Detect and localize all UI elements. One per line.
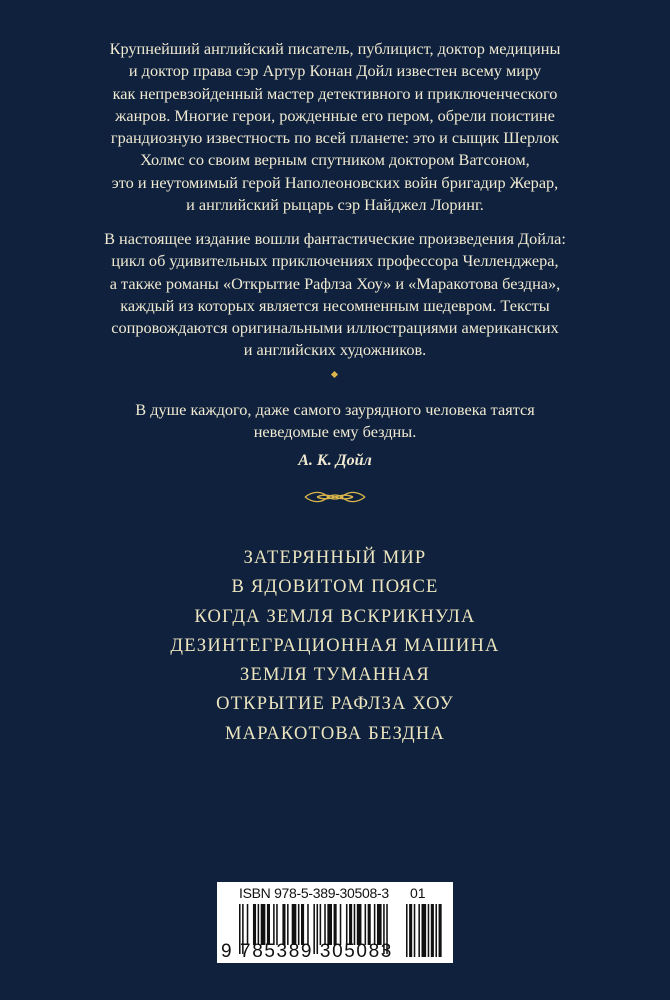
text-line: как непревзойденный мастер детективного и приключенческого <box>112 83 558 103</box>
contents-item: ЗАТЕРЯННЫЙ МИР <box>243 548 427 568</box>
isbn-number: ISBN 978-5-389-30508-3 <box>239 885 389 901</box>
text-line: каждый из которых является несомненным шедевром. Тексты <box>120 295 550 315</box>
barcode-bar <box>422 904 427 957</box>
barcode-bar <box>435 904 437 957</box>
barcode-bar <box>368 904 371 945</box>
text-line: В душе каждого, даже самого заурядного человека таятся <box>135 400 535 419</box>
contents-item: МАРАКОТОВА БЕЗДНА <box>225 723 445 744</box>
text-line: и английский рыцарь сэр Найджел Лоринг. <box>186 195 484 215</box>
barcode-bar <box>292 904 297 945</box>
barcode-bar <box>374 904 376 945</box>
text-line: неведомые ему бездны. <box>253 422 417 442</box>
barcode-bar <box>357 904 362 945</box>
epigraph-quote <box>40 399 630 444</box>
barcode-bar <box>287 904 289 945</box>
barcode-bar <box>414 904 416 957</box>
barcode-bar <box>439 904 442 957</box>
text-line: и доктор права сэр Артур Конан Дойл известен всему миру <box>128 61 542 81</box>
barcode-bar <box>409 904 412 957</box>
barcode-bar <box>273 904 275 945</box>
flourish-ornament-icon <box>303 489 367 505</box>
text-line: Крупнейший английский писатель, публицист, доктор медицины <box>109 39 561 58</box>
barcode-bar <box>276 904 278 945</box>
barcode-bar <box>327 904 332 945</box>
barcode-bar <box>307 904 309 945</box>
barcode-bar <box>346 904 348 945</box>
text-line: Холмс со своим верным спутником доктором Ватсоном, <box>140 150 530 170</box>
description-paragraph-2 <box>40 228 630 362</box>
barcode-bar <box>431 904 434 957</box>
isbn-barcode <box>217 882 453 963</box>
text-line: жанров. Многие герои, рожденные его пером, обрели поистине <box>115 105 555 125</box>
diamond-ornament-icon <box>331 371 338 378</box>
contents-item: ДЕЗИНТЕГРАЦИОННАЯ МАШИНА <box>170 635 500 656</box>
contents-item: ОТКРЫТИЕ РАФЛЗА ХОУ <box>216 694 454 715</box>
ean-number: 9 785389 305083 <box>221 941 393 962</box>
text-line: цикл об удивительных приключениях профессора Челленджера, <box>111 251 559 271</box>
contents-item: ЗЕМЛЯ ТУМАННАЯ <box>240 665 430 686</box>
barcode-bar <box>320 904 322 945</box>
barcode-bar <box>340 904 342 945</box>
barcode-bar <box>267 904 270 945</box>
barcode-bar <box>298 904 300 945</box>
barcode-bar <box>365 904 367 945</box>
contents-item: КОГДА ЗЕМЛЯ ВСКРИКНУЛА <box>194 606 476 627</box>
text-line: и английских художников. <box>243 340 427 360</box>
description-paragraph-1 <box>40 38 630 216</box>
barcode-bar <box>428 904 430 957</box>
barcode-addon: 01 <box>410 885 426 901</box>
barcode-bar <box>418 904 420 957</box>
barcode-bar <box>247 904 249 945</box>
barcode-bar <box>258 904 260 945</box>
text-line: это и неутомимый герой Наполеоновских войн бригадир Жерар, <box>111 172 559 192</box>
contents-item: В ЯДОВИТОМ ПОЯСЕ <box>231 577 439 598</box>
contents-list <box>0 544 670 749</box>
text-line: В настоящее издание вошли фантастические произведения Дойла: <box>104 229 566 248</box>
barcode-bar <box>282 904 285 945</box>
barcode-bar <box>354 904 356 945</box>
barcode-bar <box>324 904 326 945</box>
barcode-bar <box>349 904 352 945</box>
text-line: грандиозную известность по всей планете: это и сыщик Шерлок <box>110 128 560 148</box>
barcode-bar <box>377 904 382 945</box>
barcode-bar <box>261 904 266 945</box>
barcode-bar <box>253 904 256 945</box>
text-line: а также романы «Открытие Рафлза Хоу» и «Маракотова бездна», <box>109 273 561 293</box>
quote-author: А. К. Дойл <box>298 452 372 469</box>
text-line: сопровождаются оригинальными иллюстрациями американских <box>111 318 559 338</box>
barcode-bar <box>406 904 408 957</box>
barcode-bar <box>334 904 337 945</box>
barcode-bar <box>301 904 304 945</box>
